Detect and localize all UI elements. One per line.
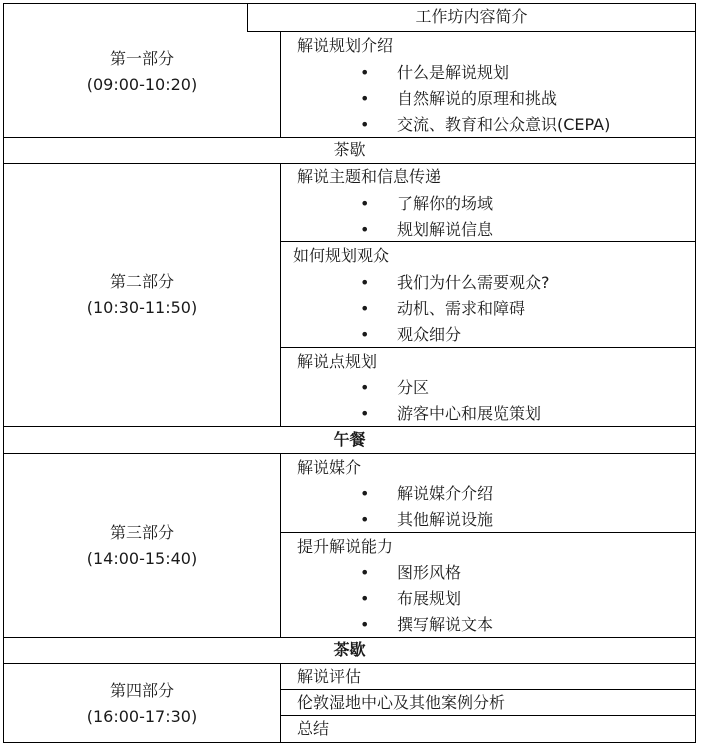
s4-item: 伦敦湿地中心及其他案例分析	[297, 693, 506, 712]
s3a-item: 解说媒介介绍	[397, 484, 494, 503]
bullet: •	[360, 615, 370, 634]
border-bottom	[3, 742, 696, 743]
s3b-item: 图形风格	[397, 563, 462, 582]
session-3-time: (14:00-15:40)	[86, 549, 198, 568]
s3a-title: 解说媒介	[297, 458, 362, 477]
s2c-title: 解说点规划	[297, 352, 378, 371]
line-s4-2	[280, 715, 696, 716]
line-header-bottom	[247, 31, 696, 32]
bullet: •	[360, 220, 370, 239]
session-2-name: 第二部分	[109, 272, 174, 291]
session-4-name: 第四部分	[109, 681, 174, 700]
border-top	[3, 3, 696, 4]
session-1-time: (09:00-10:20)	[86, 75, 198, 94]
session-4-time: (16:00-17:30)	[86, 707, 198, 726]
bullet: •	[360, 194, 370, 213]
line-lunch-bottom	[3, 453, 696, 454]
table-header: 工作坊内容简介	[415, 7, 528, 26]
divider-s2	[280, 163, 281, 427]
s2b-item: 我们为什么需要观众?	[397, 273, 550, 292]
line-s2b-bottom	[280, 347, 696, 348]
session-1-name: 第一部分	[109, 49, 174, 68]
bullet: •	[360, 404, 370, 423]
s1-item: 什么是解说规划	[397, 63, 510, 82]
border-right	[695, 3, 696, 743]
s2b-item: 观众细分	[397, 325, 462, 344]
tea-break-2: 茶歇	[333, 640, 366, 659]
s2a-title: 解说主题和信息传递	[297, 167, 442, 186]
s3b-title: 提升解说能力	[297, 537, 394, 556]
line-s2a-bottom	[280, 241, 696, 242]
lunch-break: 午餐	[333, 430, 366, 449]
line-s3a-bottom	[280, 532, 696, 533]
line-break3-top	[3, 637, 696, 638]
line-break1-top	[3, 137, 696, 138]
bullet: •	[360, 563, 370, 582]
s1-item: 自然解说的原理和挑战	[397, 89, 558, 108]
s1-item: 交流、教育和公众意识(CEPA)	[397, 115, 611, 134]
s3b-item: 撰写解说文本	[397, 615, 494, 634]
s2c-item: 游客中心和展览策划	[397, 404, 542, 423]
s2b-item: 动机、需求和障碍	[397, 299, 526, 318]
tea-break-1: 茶歇	[333, 140, 366, 159]
bullet: •	[360, 63, 370, 82]
bullet: •	[360, 510, 370, 529]
s2c-item: 分区	[397, 378, 430, 397]
bullet: •	[360, 115, 370, 134]
s2a-item: 规划解说信息	[397, 220, 494, 239]
line-break3-bottom	[3, 663, 696, 664]
bullet: •	[360, 89, 370, 108]
line-s4-1	[280, 689, 696, 690]
s3a-item: 其他解说设施	[397, 510, 494, 529]
bullet: •	[360, 273, 370, 292]
divider-s1	[280, 31, 281, 138]
bullet: •	[360, 484, 370, 503]
s4-item: 总结	[297, 719, 330, 738]
bullet: •	[360, 299, 370, 318]
divider-s3	[280, 453, 281, 638]
s3b-item: 布展规划	[397, 589, 462, 608]
bullet: •	[360, 325, 370, 344]
s4-item: 解说评估	[297, 667, 362, 686]
line-lunch-top	[3, 426, 696, 427]
s2a-item: 了解你的场域	[397, 194, 494, 213]
line-break1-bottom	[3, 163, 696, 164]
bullet: •	[360, 378, 370, 397]
session-3-name: 第三部分	[109, 523, 174, 542]
workshop-table	[3, 3, 696, 743]
divider-s4	[280, 663, 281, 743]
bullet: •	[360, 589, 370, 608]
s2b-title: 如何规划观众	[293, 246, 390, 265]
s1-title: 解说规划介绍	[297, 36, 394, 55]
border-left	[3, 3, 4, 743]
session-2-time: (10:30-11:50)	[86, 298, 198, 317]
